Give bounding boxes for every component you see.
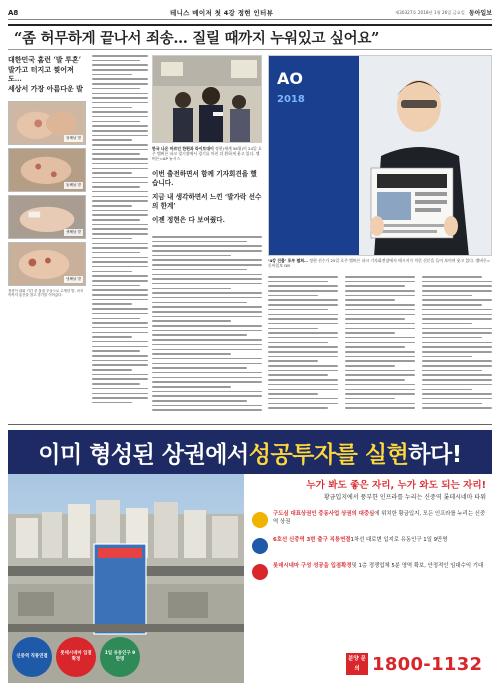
text-line xyxy=(345,370,415,372)
ad-feature-text: 에 위치한 황금입지, 모든 인프라를 누리는 신중역 상권 xyxy=(273,511,486,525)
text-line xyxy=(92,285,140,287)
body-text-column xyxy=(345,276,415,420)
text-line xyxy=(268,323,338,325)
text-line xyxy=(152,391,262,393)
photo-label: 첫째날 발 xyxy=(65,136,81,140)
text-line xyxy=(92,172,132,174)
page-number: A8 xyxy=(8,8,19,17)
text-line xyxy=(92,275,148,277)
text-line xyxy=(268,290,338,292)
text-line xyxy=(152,330,262,332)
text-line xyxy=(422,403,482,405)
text-line xyxy=(92,107,132,109)
text-line xyxy=(92,182,148,184)
main-photo-caption xyxy=(268,258,492,268)
page-header xyxy=(8,6,492,20)
text-line xyxy=(268,285,338,287)
text-line xyxy=(152,363,262,365)
text-line xyxy=(152,353,231,355)
text-line xyxy=(92,271,132,273)
text-line xyxy=(345,337,415,339)
text-line xyxy=(152,386,231,388)
text-line xyxy=(92,313,148,315)
hotel-photo-caption xyxy=(152,146,262,161)
text-line xyxy=(92,135,148,137)
kicker-line: 세상서 가장 아름다운 발 xyxy=(8,83,83,93)
text-line xyxy=(92,149,148,151)
ad-divider xyxy=(8,424,492,425)
text-line xyxy=(152,339,262,341)
ad-feature-row xyxy=(252,511,486,528)
text-line xyxy=(422,314,492,316)
text-line xyxy=(422,374,492,376)
advertisement xyxy=(8,430,492,683)
text-line xyxy=(152,311,262,313)
ad-body xyxy=(8,474,492,683)
text-line xyxy=(92,125,148,127)
text-line xyxy=(92,158,148,160)
caption-text: 정현 선수가 25일 호주 멜버른 파크 기자회견장에서 메시지가 적힌 신문을 들어 보이며 웃고 있다. 멜버른=동아일보 DB xyxy=(268,258,491,268)
text-line xyxy=(345,285,405,287)
text-line xyxy=(422,323,472,325)
text-line xyxy=(92,247,148,249)
text-line xyxy=(92,214,148,216)
body-text-column xyxy=(92,55,148,420)
text-line xyxy=(345,276,415,278)
text-line xyxy=(152,269,247,271)
svg-text:2018: 2018 xyxy=(277,94,305,105)
text-line xyxy=(152,344,262,346)
text-line xyxy=(268,295,318,297)
text-line xyxy=(422,384,492,386)
text-line xyxy=(345,398,395,400)
text-line xyxy=(92,402,132,404)
text-line xyxy=(268,314,338,316)
text-line xyxy=(92,294,148,296)
caption-title: 한국 나온 마르인 한편과 라이트대이 xyxy=(152,146,214,151)
text-line xyxy=(345,323,415,325)
text-line xyxy=(268,379,338,381)
text-line xyxy=(92,228,148,230)
text-line xyxy=(92,196,148,198)
ad-headline-part: 이미 형성된 상권에서 xyxy=(38,441,249,468)
ad-badge: 롯데시네마 입점확정 xyxy=(56,637,96,677)
text-line xyxy=(422,360,492,362)
text-line xyxy=(345,365,395,367)
text-line xyxy=(92,355,148,357)
foot-photo xyxy=(8,242,86,286)
text-line xyxy=(268,318,338,320)
text-line xyxy=(268,299,338,301)
text-line xyxy=(345,328,415,330)
subway-icon xyxy=(252,538,268,554)
text-line xyxy=(92,327,148,329)
text-line xyxy=(422,318,492,320)
location-icon xyxy=(252,512,268,528)
text-line xyxy=(422,379,492,381)
ad-feature-text: 1차선 대로변 입지로 유동인구 1일 9만명 xyxy=(350,537,448,543)
section-title: 테니스 메이저 첫 4강 정현 인터뷰 xyxy=(169,9,274,17)
text-line xyxy=(345,332,395,334)
text-line xyxy=(92,266,148,268)
ad-feature-row xyxy=(252,563,486,580)
text-line xyxy=(92,116,148,118)
text-line xyxy=(92,64,148,66)
text-line xyxy=(422,299,492,301)
ad-aerial-photo xyxy=(8,474,244,683)
text-line xyxy=(422,304,482,306)
text-line xyxy=(92,55,148,57)
text-line xyxy=(92,336,132,338)
text-line xyxy=(92,191,148,193)
text-line xyxy=(422,346,492,348)
text-line xyxy=(92,144,148,146)
text-line xyxy=(345,351,415,353)
ad-headline-bar xyxy=(8,430,492,474)
text-line xyxy=(268,281,328,283)
text-line xyxy=(152,400,247,402)
text-line xyxy=(92,393,148,395)
body-text-column xyxy=(268,276,338,420)
text-line xyxy=(152,236,262,238)
text-line xyxy=(92,186,140,188)
text-line xyxy=(92,60,140,62)
text-line xyxy=(152,320,231,322)
text-line xyxy=(422,332,492,334)
text-line xyxy=(92,233,148,235)
text-line xyxy=(422,295,472,297)
text-line xyxy=(422,356,472,358)
text-line xyxy=(345,356,415,358)
paper-name: 동아일보 xyxy=(468,10,492,17)
text-line xyxy=(268,332,338,334)
text-line xyxy=(345,281,415,283)
text-line xyxy=(422,389,472,391)
text-line xyxy=(92,322,148,324)
text-line xyxy=(92,299,148,301)
text-line xyxy=(268,309,328,311)
text-line xyxy=(268,276,338,278)
foot-photos xyxy=(8,101,86,286)
ad-phone[interactable] xyxy=(346,651,486,677)
text-line xyxy=(152,405,262,407)
text-line xyxy=(422,290,492,292)
text-line xyxy=(422,337,482,339)
text-line xyxy=(268,342,328,344)
pull-quote-line: 이젠 정현은 다 보여줬다. xyxy=(152,215,225,224)
ad-slogan: 누가 봐도 좋은 자리, 누가 와도 되는 자리! xyxy=(306,480,486,491)
text-line xyxy=(152,358,262,360)
text-line xyxy=(268,360,318,362)
text-line xyxy=(422,309,492,311)
text-line xyxy=(92,374,148,376)
text-line xyxy=(92,257,148,259)
ad-badge: 신중역 직통연결 xyxy=(12,637,52,677)
text-line xyxy=(268,304,338,306)
text-line xyxy=(152,302,247,304)
ad-feature-highlight: 롯데시네마 구성 성공을 입점확정 xyxy=(273,563,352,569)
text-line xyxy=(152,395,262,397)
text-line xyxy=(422,398,492,400)
text-line xyxy=(345,304,415,306)
text-line xyxy=(422,351,492,353)
foot-photo xyxy=(8,101,86,145)
text-line xyxy=(92,397,148,399)
ad-info xyxy=(244,474,492,683)
left-column xyxy=(8,55,86,415)
text-line xyxy=(92,224,148,226)
text-line xyxy=(422,328,492,330)
svg-text:AO: AO xyxy=(277,69,303,88)
text-line xyxy=(92,289,148,291)
phone-label: 분양 문의 xyxy=(346,653,368,675)
text-line xyxy=(92,360,148,362)
pull-quote-line: 지금 내 생각하면서 느낀 ‘발가락 선수의 한계’ xyxy=(152,192,262,211)
text-line xyxy=(92,210,148,212)
text-line xyxy=(92,78,148,80)
text-line xyxy=(268,346,338,348)
text-line xyxy=(152,381,262,383)
text-line xyxy=(152,316,262,318)
text-line xyxy=(92,308,148,310)
text-line xyxy=(422,407,492,409)
text-line xyxy=(92,261,148,263)
text-line xyxy=(92,97,148,99)
ad-headline-highlight: 성공투자를 실현 xyxy=(248,441,409,468)
text-line xyxy=(422,370,482,372)
text-line xyxy=(92,238,132,240)
text-line xyxy=(268,403,338,405)
text-line xyxy=(92,219,140,221)
text-line xyxy=(345,407,415,409)
text-line xyxy=(152,325,262,327)
text-line xyxy=(92,341,148,343)
photo-label: 셋째날 발 xyxy=(65,230,81,234)
text-line xyxy=(268,328,318,330)
text-line xyxy=(92,153,140,155)
foot-photo xyxy=(8,195,86,239)
text-line xyxy=(152,409,262,411)
text-line xyxy=(152,288,231,290)
text-line xyxy=(92,369,132,371)
text-line xyxy=(92,332,148,334)
text-line xyxy=(92,364,148,366)
body-text-column xyxy=(152,236,262,420)
text-line xyxy=(152,377,262,379)
text-line xyxy=(422,365,492,367)
text-line xyxy=(92,378,148,380)
text-line xyxy=(152,255,231,257)
text-line xyxy=(152,278,262,280)
caption-title: ‘4강 진출’ 포부 펼쳐… xyxy=(268,258,308,263)
text-line xyxy=(152,259,262,261)
text-line xyxy=(345,342,415,344)
text-line xyxy=(92,318,140,320)
text-line xyxy=(268,365,338,367)
text-line xyxy=(152,250,262,252)
text-line xyxy=(345,346,405,348)
text-line xyxy=(345,299,395,301)
text-line xyxy=(422,285,492,287)
text-line xyxy=(345,403,415,405)
text-line xyxy=(152,367,247,369)
text-line xyxy=(268,337,338,339)
text-line xyxy=(422,281,492,283)
text-line xyxy=(345,389,415,391)
text-line xyxy=(345,318,405,320)
ad-sub-line: 황금입지에서 풍부한 인프라를 누리는 신중역 롯데시네마 타워 xyxy=(323,494,486,501)
text-line xyxy=(268,389,338,391)
text-line xyxy=(422,342,492,344)
photo-label: 둘째날 발 xyxy=(65,183,81,187)
text-line xyxy=(152,283,262,285)
text-line xyxy=(92,83,148,85)
text-line xyxy=(92,205,132,207)
text-line xyxy=(152,245,262,247)
foot-photo xyxy=(8,148,86,192)
text-line xyxy=(268,374,328,376)
pull-quote xyxy=(152,170,262,229)
main-photo xyxy=(268,55,492,256)
text-line xyxy=(92,243,148,245)
ad-badge: 1일 유동인구 9만명 xyxy=(100,637,140,677)
text-line xyxy=(268,393,318,395)
caption-text: 정현(세계 58위)이 24일 호주 멜버른 파크 경기장에서 경기를 마친 뒤 환하게 웃고 있다. 멜버른=AP 뉴시스 xyxy=(152,146,262,161)
text-line xyxy=(152,264,262,266)
cinema-icon xyxy=(252,564,268,580)
ad-feature-text: 및 1층 경쟁업체 5분 영역 확보, 안정적인 임대수익 기대 xyxy=(351,563,484,569)
text-line xyxy=(345,295,415,297)
text-line xyxy=(92,280,148,282)
issue-meta: 제30327호 2018년 1월 26일 금요일 xyxy=(395,9,465,15)
text-line xyxy=(92,200,148,202)
text-line xyxy=(92,252,140,254)
headline: “좀 허무하게 끝나서 죄송… 질릴 때까지 누워있고 싶어요” xyxy=(8,24,492,50)
text-line xyxy=(92,388,148,390)
text-line xyxy=(92,130,148,132)
text-line xyxy=(345,393,415,395)
text-line xyxy=(345,379,405,381)
text-line xyxy=(345,314,415,316)
text-line xyxy=(268,407,328,409)
text-line xyxy=(152,274,262,276)
text-line xyxy=(92,346,148,348)
photo-label: 넷째날 발 xyxy=(65,277,81,281)
text-line xyxy=(422,393,492,395)
ad-feature-highlight: 6호선 신중역 3번 출구 직통연결 xyxy=(273,537,351,543)
ad-feature-highlight: 구도심 대표상권인 중동사업 상권의 대중심 xyxy=(273,511,375,517)
text-line xyxy=(152,292,262,294)
text-line xyxy=(268,356,338,358)
text-line xyxy=(92,121,140,123)
ad-badges xyxy=(12,637,144,677)
text-line xyxy=(152,241,247,243)
text-line xyxy=(345,374,415,376)
text-line xyxy=(268,351,338,353)
text-line xyxy=(345,309,415,311)
text-line xyxy=(92,350,140,352)
text-line xyxy=(92,139,132,141)
body-text-column xyxy=(422,276,492,420)
text-line xyxy=(345,290,415,292)
text-line xyxy=(152,372,262,374)
text-line xyxy=(268,384,338,386)
text-line xyxy=(92,111,148,113)
left-caption: 정현이 대회 기간 중 물집 부상으로 고생한 발. 마지막까지 통증을 참고 경기를 이어갔다. xyxy=(8,289,84,298)
text-line xyxy=(92,168,148,170)
text-line xyxy=(92,69,148,71)
text-line xyxy=(422,276,482,278)
text-line xyxy=(152,349,262,351)
text-line xyxy=(92,177,148,179)
text-line xyxy=(268,398,338,400)
text-line xyxy=(92,102,148,104)
text-line xyxy=(92,74,132,76)
text-line xyxy=(92,93,148,95)
text-line xyxy=(92,303,132,305)
text-line xyxy=(152,334,247,336)
phone-number[interactable]: 1800-1132 xyxy=(372,653,483,675)
text-line xyxy=(152,306,262,308)
left-kicker xyxy=(8,55,86,93)
text-line xyxy=(152,297,262,299)
hotel-photo xyxy=(152,55,262,143)
kicker-line: 발가고 터지고 찢어져도… xyxy=(8,64,74,83)
text-line xyxy=(268,370,338,372)
text-line xyxy=(345,360,415,362)
text-line xyxy=(92,88,140,90)
ad-headline-part: 하다! xyxy=(408,441,462,468)
ad-feature-row xyxy=(252,537,486,554)
pull-quote-line: 이번 출전하면서 함께 기자회견을 했습니다. xyxy=(152,170,257,188)
text-line xyxy=(92,383,140,385)
text-line xyxy=(92,163,148,165)
kicker-line: 대한민국 홈런 ‘발 투혼’ xyxy=(8,55,82,64)
text-line xyxy=(345,384,415,386)
